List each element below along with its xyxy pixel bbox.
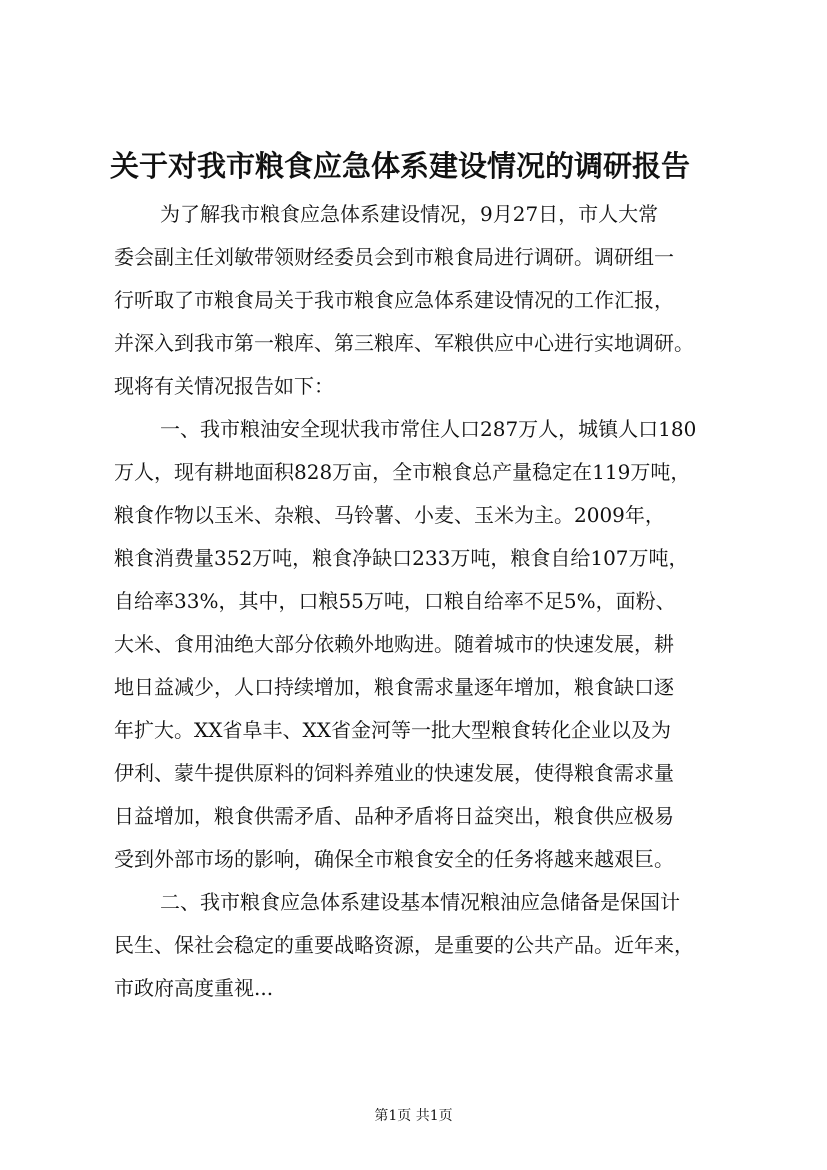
body-line-5: 现将有关情况报告如下： xyxy=(114,374,334,398)
body-line-4: 并深入到我市第一粮库、第三粮库、军粮供应中心进行实地调研。 xyxy=(114,331,694,355)
body-line-7: 万人，现有耕地面积828万亩，全市粮食总产量稳定在119万吨， xyxy=(114,460,691,484)
body-line-8: 粮食作物以玉米、杂粮、马铃薯、小麦、玉米为主。2009年， xyxy=(114,503,665,527)
body-line-19: 市政府高度重视... xyxy=(114,976,274,1000)
document-title: 关于对我市粮食应急体系建设情况的调研报告 xyxy=(110,149,691,183)
body-line-12: 地日益减少，人口持续增加，粮食需求量逐年增加，粮食缺口逐 xyxy=(114,675,674,699)
body-line-16: 受到外部市场的影响，确保全市粮食安全的任务将越来越艰巨。 xyxy=(114,847,674,871)
body-line-10: 自给率33%，其中，口粮55万吨，口粮自给率不足5%，面粉、 xyxy=(114,589,676,613)
page-footer: 第1页 共1页 xyxy=(374,1108,453,1124)
body-line-17: 二、我市粮食应急体系建设基本情况粮油应急储备是保国计 xyxy=(160,890,680,914)
body-line-2: 委会副主任刘敏带领财经委员会到市粮食局进行调研。调研组一 xyxy=(114,245,674,269)
body-line-1: 为了解我市粮食应急体系建设情况，9月27日，市人大常 xyxy=(160,202,659,226)
body-line-14: 伊利、蒙牛提供原料的饲料养殖业的快速发展，使得粮食需求量 xyxy=(114,761,674,785)
body-line-11: 大米、食用油绝大部分依赖外地购进。随着城市的快速发展，耕 xyxy=(114,632,674,656)
body-line-3: 行听取了市粮食局关于我市粮食应急体系建设情况的工作汇报， xyxy=(114,288,674,312)
body-line-18: 民生、保社会稳定的重要战略资源，是重要的公共产品。近年来， xyxy=(114,933,694,957)
body-line-6: 一、我市粮油安全现状我市常住人口287万人，城镇人口180 xyxy=(160,417,697,441)
body-line-9: 粮食消费量352万吨，粮食净缺口233万吨，粮食自给107万吨， xyxy=(114,546,689,570)
body-line-13: 年扩大。XX省阜丰、XX省金河等一批大型粮食转化企业以及为 xyxy=(114,718,671,742)
document-body xyxy=(114,193,726,1000)
body-line-15: 日益增加，粮食供需矛盾、品种矛盾将日益突出，粮食供应极易 xyxy=(114,804,674,828)
